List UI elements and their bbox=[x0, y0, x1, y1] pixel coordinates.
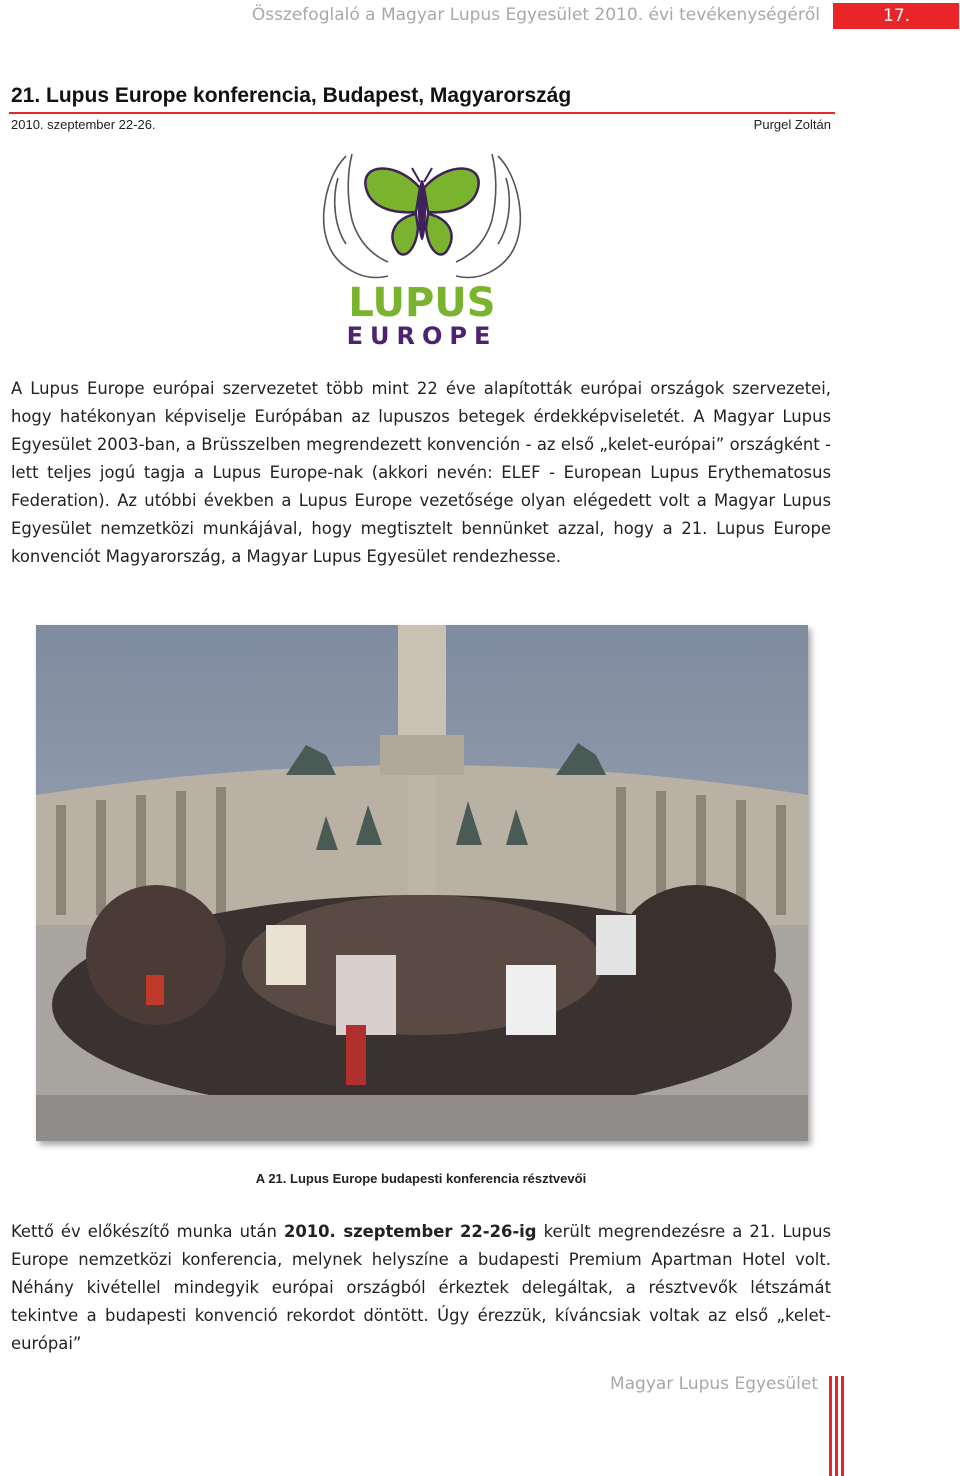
section-title: 21. Lupus Europe konferencia, Budapest, Magyarország bbox=[11, 84, 572, 107]
running-header: Összefoglaló a Magyar Lupus Egyesület 2010. évi tevékenységéről bbox=[251, 5, 820, 25]
date-highlight: 2010. szeptember 22-26-ig bbox=[283, 1222, 537, 1241]
logo-europe-text: EUROPE bbox=[346, 322, 498, 350]
logo-lupus-text: LUPUS bbox=[348, 280, 496, 326]
footer-decoration bbox=[829, 1376, 849, 1476]
page-number: 17. bbox=[833, 3, 959, 29]
butterfly-icon bbox=[365, 168, 478, 255]
intro-paragraph: A Lupus Europe európai szervezetet több mint 22 éve alapították európai országok szervezetei, hogy hatékonyan képviselje Európában az lupuszos betegek érdekképviseletét. A Magyar Lupus Egyesület 2003-ban, a Brüsszelben megrendezett konvención - az első „kelet-európai” országként - lett teljes jogú tagja a Lupus Europe-nak (akkori nevén: ELEF - European Lupus Erythematosus Federation). Az utóbbi években a Lupus Europe vezetősége olyan elégedett volt a Magyar Lupus Egyesület nemzetközi munkájával, hogy megtisztelt bennünket azzal, hogy a 21. Lupus Europe konvenciót Magyarország, a Magyar Lupus Egyesület rendezhesse. bbox=[11, 379, 831, 566]
paragraph-text-continued: került megrendezésre a 21. Lupus Europe nemzetközi konferencia, melynek helyszíne a budapesti Premium Apartman Hotel volt. Néhány kivétellel mindegyik európai országból érkeztek delegáltak, a résztvevők létszámát tekintve a budapesti konvenció rekordot döntött. Úgy érezzük, kíváncsiak voltak az első „kelet-európai” bbox=[11, 1222, 832, 1353]
photo-caption: A 21. Lupus Europe budapesti konferencia résztvevői bbox=[255, 1171, 587, 1186]
title-rule bbox=[9, 112, 835, 114]
author-name: Purgel Zoltán bbox=[753, 117, 831, 132]
conference-paragraph bbox=[11, 1218, 831, 1358]
footer-organization: Magyar Lupus Egyesület bbox=[609, 1374, 818, 1394]
group-photo bbox=[36, 625, 808, 1141]
paragraph-text: Kettő év előkészítő munka után bbox=[11, 1222, 284, 1241]
event-date: 2010. szeptember 22-26. bbox=[11, 117, 156, 132]
lupus-europe-logo bbox=[312, 148, 532, 350]
